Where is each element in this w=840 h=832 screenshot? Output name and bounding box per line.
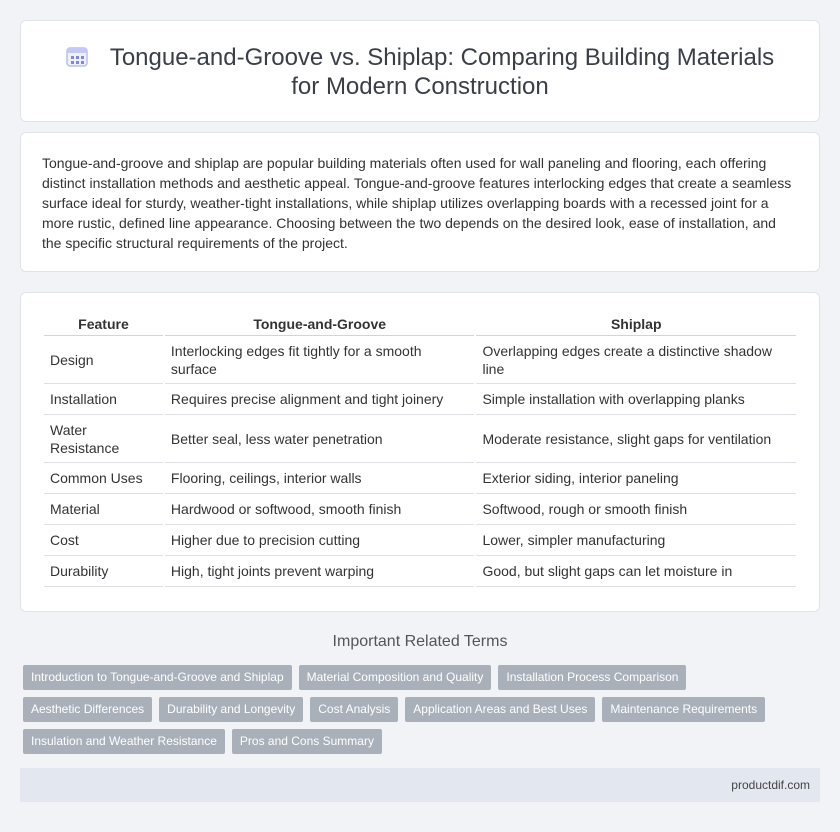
related-term-tag[interactable]: Aesthetic Differences bbox=[23, 697, 152, 722]
header-feature: Feature bbox=[44, 315, 163, 336]
tongue-and-groove-cell: Better seal, less water penetration bbox=[165, 415, 475, 463]
related-term-tag[interactable]: Application Areas and Best Uses bbox=[405, 697, 595, 722]
comparison-table bbox=[42, 315, 798, 587]
related-term-tag[interactable]: Durability and Longevity bbox=[159, 697, 303, 722]
footer-site-link[interactable]: productdif.com bbox=[731, 778, 810, 792]
table-row bbox=[44, 525, 796, 556]
table-row bbox=[44, 336, 796, 384]
table-row bbox=[44, 463, 796, 494]
table-row bbox=[44, 415, 796, 463]
shiplap-cell: Overlapping edges create a distinctive shadow line bbox=[476, 336, 796, 384]
related-term-tag[interactable]: Cost Analysis bbox=[310, 697, 398, 722]
shiplap-cell: Softwood, rough or smooth finish bbox=[476, 494, 796, 525]
comparison-card bbox=[20, 292, 820, 612]
related-term-tag[interactable]: Installation Process Comparison bbox=[498, 665, 686, 690]
tongue-and-groove-cell: Interlocking edges fit tightly for a smooth surface bbox=[165, 336, 475, 384]
related-term-tag[interactable]: Maintenance Requirements bbox=[602, 697, 765, 722]
shiplap-cell: Good, but slight gaps can let moisture in bbox=[476, 556, 796, 587]
related-term-tag[interactable]: Insulation and Weather Resistance bbox=[23, 729, 225, 754]
table-row bbox=[44, 556, 796, 587]
feature-cell: Material bbox=[44, 494, 163, 525]
footer-bar bbox=[20, 768, 820, 802]
feature-cell: Water Resistance bbox=[44, 415, 163, 463]
table-header-row bbox=[44, 315, 796, 336]
page-title: Tongue-and-Groove vs. Shiplap: Comparing Building Materials for Modern Construction bbox=[109, 44, 775, 100]
table-row bbox=[44, 384, 796, 415]
header-tongue-and-groove: Tongue-and-Groove bbox=[165, 315, 475, 336]
shiplap-cell: Moderate resistance, slight gaps for ventilation bbox=[476, 415, 796, 463]
shiplap-cell: Simple installation with overlapping planks bbox=[476, 384, 796, 415]
intro-card bbox=[20, 132, 820, 272]
tongue-and-groove-cell: Flooring, ceilings, interior walls bbox=[165, 463, 475, 494]
feature-cell: Design bbox=[44, 336, 163, 384]
related-terms-list bbox=[23, 665, 803, 754]
tongue-and-groove-cell: Hardwood or softwood, smooth finish bbox=[165, 494, 475, 525]
page-title-wrap bbox=[21, 43, 819, 101]
feature-cell: Installation bbox=[44, 384, 163, 415]
header-card bbox=[20, 20, 820, 122]
related-terms-heading: Important Related Terms bbox=[332, 633, 508, 650]
tongue-and-groove-cell: Higher due to precision cutting bbox=[165, 525, 475, 556]
feature-cell: Durability bbox=[44, 556, 163, 587]
calendar-icon bbox=[66, 45, 88, 67]
related-term-tag[interactable]: Pros and Cons Summary bbox=[232, 729, 382, 754]
tongue-and-groove-cell: High, tight joints prevent warping bbox=[165, 556, 475, 587]
intro-paragraph: Tongue-and-groove and shiplap are popular building materials often used for wall paneling and flooring, each offering distinct installation methods and aesthetic appeal. Tongue-and-groove features interlocking edges that create a seamless surface ideal for sturdy, weather-tight installations, while shiplap utilizes overlapping boards with a recessed joint for a more rustic, defined line appearance. Choosing between the two depends on the desired look, ease of installation, and the specific structural requirements of the project. bbox=[42, 155, 792, 251]
related-term-tag[interactable]: Introduction to Tongue-and-Groove and Shiplap bbox=[23, 665, 292, 690]
feature-cell: Cost bbox=[44, 525, 163, 556]
tongue-and-groove-cell: Requires precise alignment and tight joinery bbox=[165, 384, 475, 415]
feature-cell: Common Uses bbox=[44, 463, 163, 494]
header-shiplap: Shiplap bbox=[476, 315, 796, 336]
shiplap-cell: Lower, simpler manufacturing bbox=[476, 525, 796, 556]
shiplap-cell: Exterior siding, interior paneling bbox=[476, 463, 796, 494]
related-term-tag[interactable]: Material Composition and Quality bbox=[299, 665, 492, 690]
table-row bbox=[44, 494, 796, 525]
